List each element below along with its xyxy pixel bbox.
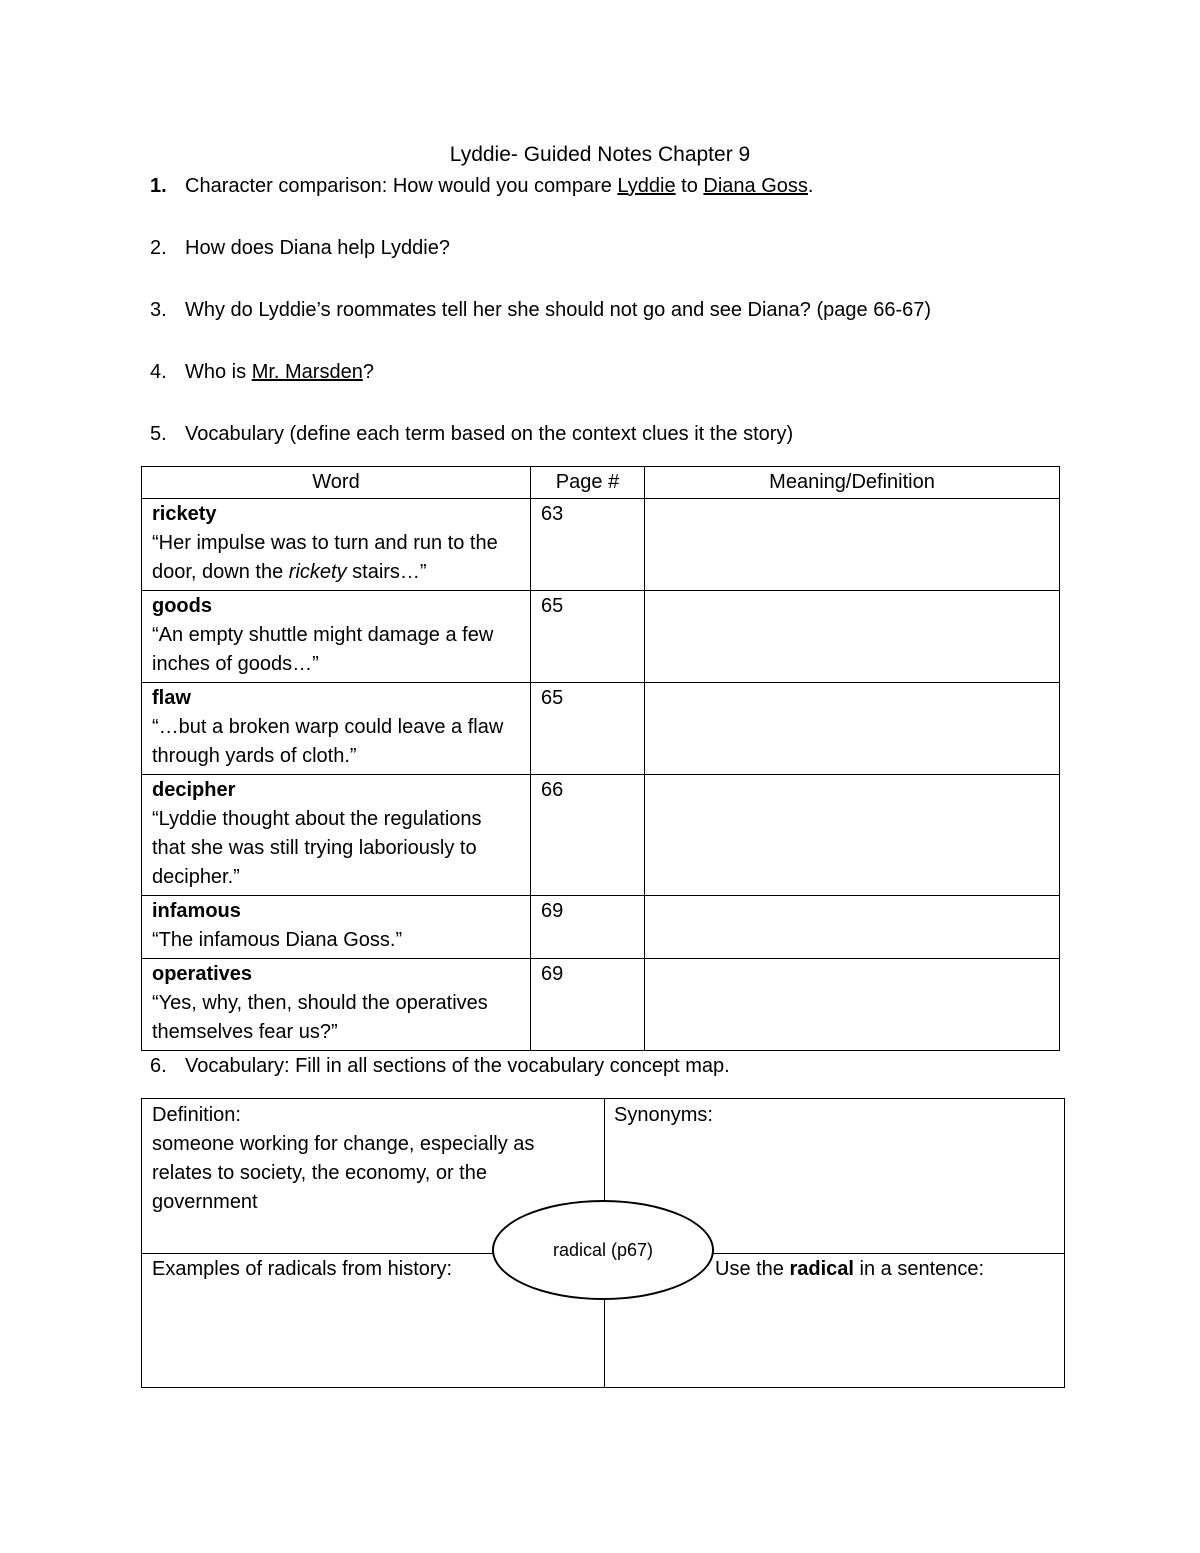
page-cell: 63: [531, 499, 645, 591]
question-number: 5.: [150, 423, 167, 445]
table-row: [142, 499, 1060, 591]
definition-text: someone working for change, especially as relates to society, the economy, or the government: [152, 1133, 535, 1213]
word-cell: [142, 896, 531, 959]
word-cell: [142, 591, 531, 683]
page-cell: 65: [531, 683, 645, 775]
definition-label: Definition:: [152, 1104, 241, 1126]
table-row: [142, 591, 1060, 683]
question-number: 4.: [150, 361, 167, 383]
vocab-term: operatives: [152, 963, 253, 985]
table-header-row: [142, 467, 1060, 499]
question-5: 5. Vocabulary (define each term based on the context clues it the story): [150, 423, 794, 445]
vocab-quote: “…but a broken warp could leave a flaw through yards of cloth.”: [152, 716, 504, 767]
meaning-cell[interactable]: [645, 896, 1060, 959]
page-cell: 69: [531, 896, 645, 959]
vocab-term: rickety: [152, 503, 217, 525]
header-word: Word: [142, 467, 531, 499]
sentence-section[interactable]: [715, 1255, 1055, 1284]
table-row: [142, 775, 1060, 896]
examples-section[interactable]: [152, 1255, 492, 1284]
header-page: Page #: [531, 467, 645, 499]
vocab-quote: “The infamous Diana Goss.”: [152, 929, 403, 951]
lyddie-link: Lyddie: [617, 175, 676, 197]
vocab-term: decipher: [152, 779, 236, 801]
synonyms-label: Synonyms:: [614, 1104, 713, 1126]
vocab-quote: “Her impulse was to turn and run to the door, down the rickety stairs…”: [152, 532, 498, 583]
question-number: 1.: [150, 175, 167, 197]
question-6: 6. Vocabulary: Fill in all sections of the vocabulary concept map.: [150, 1055, 730, 1077]
center-word: radical (p67): [552, 1239, 654, 1260]
definition-section[interactable]: [152, 1101, 582, 1217]
meaning-cell[interactable]: [645, 499, 1060, 591]
meaning-cell[interactable]: [645, 683, 1060, 775]
vocab-term: flaw: [152, 687, 191, 709]
page-title: Lyddie- Guided Notes Chapter 9: [449, 143, 751, 166]
header-meaning: Meaning/Definition: [645, 467, 1060, 499]
vocab-quote: “Lyddie thought about the regulations that she was still trying laboriously to decipher.”: [152, 808, 482, 888]
mr-marsden-link: Mr. Marsden: [251, 361, 363, 383]
table-row: [142, 683, 1060, 775]
word-cell: [142, 499, 531, 591]
vocabulary-concept-map: [141, 1098, 1065, 1388]
vocab-term: infamous: [152, 900, 241, 922]
meaning-cell[interactable]: [645, 959, 1060, 1051]
question-number: 6.: [150, 1055, 167, 1077]
examples-label: Examples of radicals from history:: [152, 1258, 453, 1280]
question-2: 2. How does Diana help Lyddie?: [150, 237, 450, 259]
vocab-quote: “An empty shuttle might damage a few inches of goods…”: [152, 624, 494, 675]
meaning-cell[interactable]: [645, 591, 1060, 683]
center-word-oval: [492, 1200, 714, 1300]
page-cell: 66: [531, 775, 645, 896]
vocab-quote: “Yes, why, then, should the operatives themselves fear us?”: [152, 992, 488, 1043]
question-number: 2.: [150, 237, 167, 259]
page-cell: 65: [531, 591, 645, 683]
synonyms-section[interactable]: [614, 1101, 1044, 1130]
diana-goss-link: Diana Goss: [703, 175, 808, 197]
page-cell: 69: [531, 959, 645, 1051]
word-cell: [142, 775, 531, 896]
vocabulary-table: [141, 466, 1060, 1051]
question-1: 1. Character comparison: How would you compare Lyddie to Diana Goss.: [150, 175, 814, 197]
question-3: 3. Why do Lyddie’s roommates tell her she should not go and see Diana? (page 66-67): [150, 299, 932, 321]
question-number: 3.: [150, 299, 167, 321]
word-cell: [142, 683, 531, 775]
word-cell: [142, 959, 531, 1051]
sentence-label: Use the radical in a sentence:: [715, 1258, 985, 1280]
vocab-term: goods: [152, 595, 212, 617]
table-row: [142, 959, 1060, 1051]
table-row: [142, 896, 1060, 959]
question-4: 4. Who is Mr. Marsden?: [150, 361, 374, 383]
meaning-cell[interactable]: [645, 775, 1060, 896]
